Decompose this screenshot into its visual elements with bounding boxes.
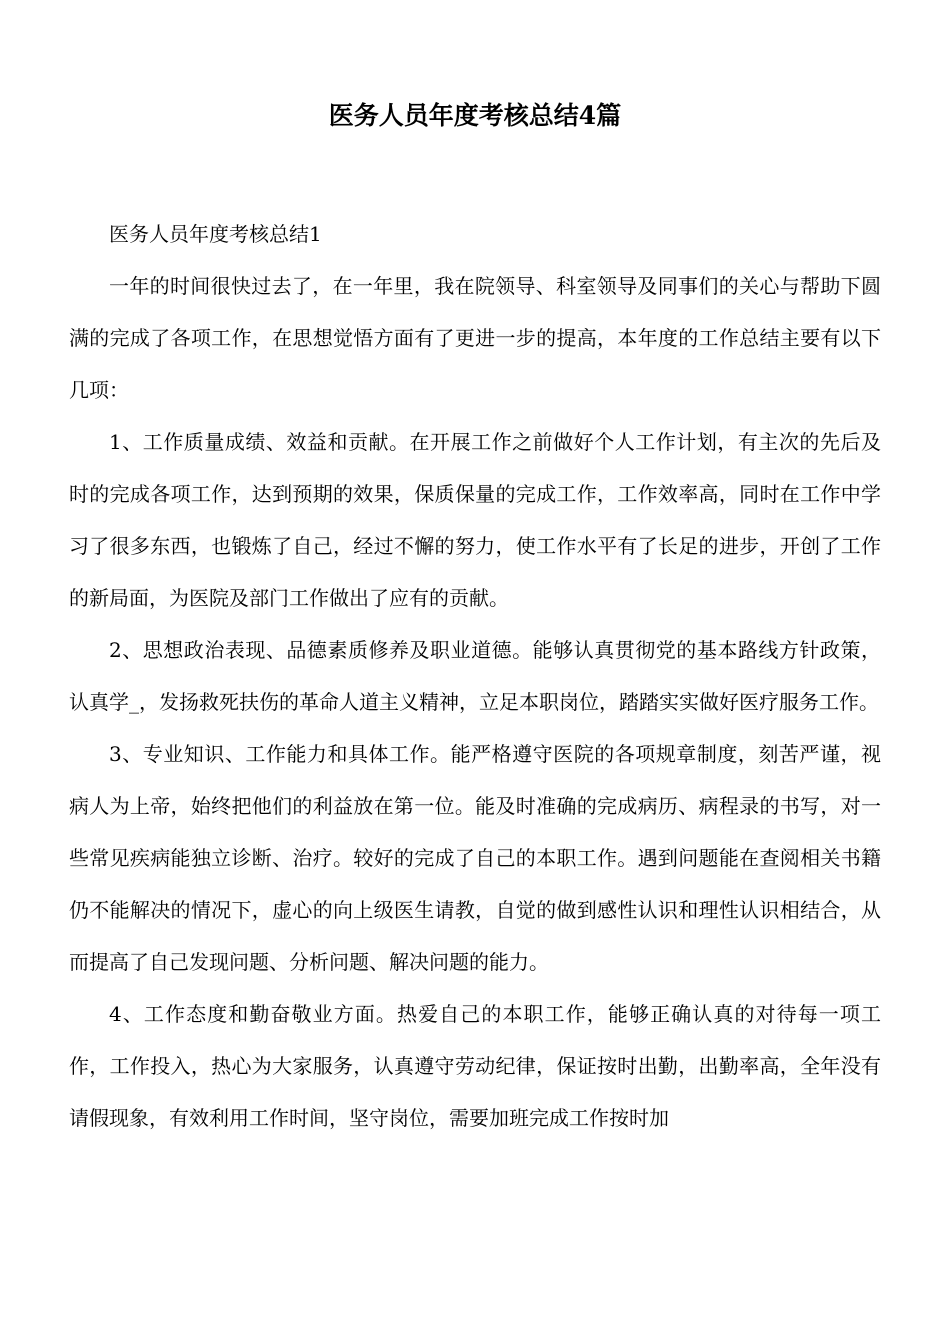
paragraph-item-3: 3、专业知识、工作能力和具体工作。能严格遵守医院的各项规章制度，刻苦严谨，视病人为上帝，始终把他们的利益放在第一位。能及时准确的完成病历、病程录的书写，对一些常见疾病能独立诊断、治疗。较好的完成了自己的本职工作。遇到问题能在查阅相关书籍仍不能解决的情况下，虚心的向上级医生请教，自觉的做到感性认识和理性认识相结合，从而提高了自己发现问题、分析问题、解决问题的能力。 [69,742,881,974]
paragraph-intro: 一年的时间很快过去了，在一年里，我在院领导、科室领导及同事们的关心与帮助下圆满的完成了各项工作，在思想觉悟方面有了更进一步的提高，本年度的工作总结主要有以下几项： [69,274,881,402]
paragraph-item-1: 1、工作质量成绩、效益和贡献。在开展工作之前做好个人工作计划，有主次的先后及时的完成各项工作，达到预期的效果，保质保量的完成工作，工作效率高，同时在工作中学习了很多东西，也锻炼了自己，经过不懈的努力，使工作水平有了长足的进步，开创了工作的新局面，为医院及部门工作做出了应有的贡献。 [69,430,881,610]
paragraph-item-2: 2、思想政治表现、品德素质修养及职业道德。能够认真贯彻党的基本路线方针政策，认真学_，发扬救死扶伤的革命人道主义精神，立足本职岗位，踏踏实实做好医疗服务工作。 [69,638,881,714]
section-heading: 医务人员年度考核总结1 [109,222,322,246]
document-body [69,208,881,1144]
document-title: 医务人员年度考核总结4篇 [328,101,622,130]
paragraph-item-4: 4、工作态度和勤奋敬业方面。热爱自己的本职工作，能够正确认真的对待每一项工作，工作投入，热心为大家服务，认真遵守劳动纪律，保证按时出勤，出勤率高，全年没有请假现象，有效利用工作时间，坚守岗位，需要加班完成工作按时加 [69,1002,881,1130]
